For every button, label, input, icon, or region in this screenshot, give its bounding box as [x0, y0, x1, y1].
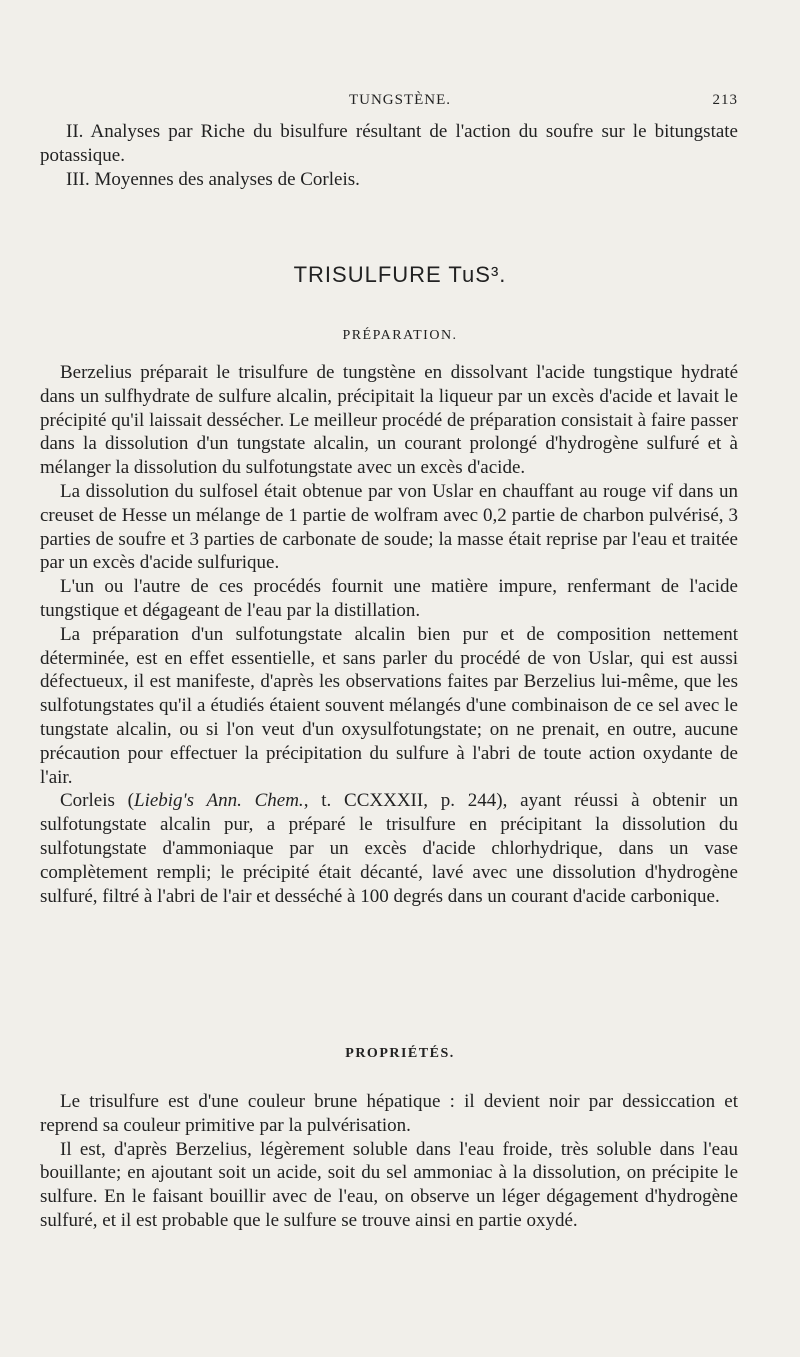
paragraph: Le trisulfure est d'une couleur brune hépatique : il devient noir par dessiccation et reprend sa couleur primitive par la pulvérisation.: [40, 1091, 738, 1136]
paragraph-corleis: [40, 789, 738, 908]
section-title: TRISULFURE TuS³.: [293, 262, 507, 287]
corleis-rest: , t. CCXXXII, p. 244), ayant réussi à obtenir un sulfotungstate alcalin pur, a préparé le trisulfure en précipitant la dissolution du sulfotungstate d'ammoniaque par un excès d'acide chlorhydrique, dans un vase complètement rempli; le précipité était décanté, lavé avec une dissolution d'hydrogène sulfuré, filtré à l'abri de l'air et desséché à 100 degrés dans un courant d'acide carbonique.: [40, 790, 738, 907]
paragraph: La préparation d'un sulfotungstate alcalin bien pur et de composition nettement déterminée, est en effet essentielle, et sans parler du procédé de von Uslar, qui est aussi défectueux, il est manifeste, d'après les observations faites par Berzelius lui-même, que les sulfotungstates qu'il a étudiés étaient souvent mélangés d'une combinaison de ce sel avec le tungstate alcalin, ou si l'on veut d'un oxysulfotungstate; on ne prenait, en outre, aucune précaution pour effectuer la précipitation du sulfure à l'abri de toute action oxydante de l'air.: [40, 623, 738, 788]
journal-reference: Liebig's Ann. Chem.: [134, 790, 304, 812]
preparation-heading: PRÉPARATION.: [342, 328, 458, 343]
corleis-start: Corleis (: [60, 790, 134, 812]
paragraph: L'un ou l'autre de ces procédés fournit une matière impure, renfermant de l'acide tungstique et dégageant de l'eau par la distillation.: [40, 576, 738, 621]
page-number: 213: [712, 92, 738, 108]
running-title: TUNGSTÈNE.: [348, 92, 452, 108]
paragraph: La dissolution du sulfosel était obtenue par von Uslar en chauffant au rouge vif dans un creuset de Hesse un mélange de 1 partie de wolfram avec 0,2 partie de charbon pulvérisé, 3 parties de soufre et 3 parties de carbonate de soude; la masse était reprise par l'eau et traitée par un excès d'acide sulfurique.: [40, 480, 738, 574]
intro-item: II. Analyses par Riche du bisulfure résultant de l'action du soufre sur le bitungstate potassique.: [40, 121, 738, 166]
intro-item: III. Moyennes des analyses de Corleis.: [66, 168, 360, 190]
intro-list: [40, 120, 738, 191]
preparation-section: [40, 361, 738, 908]
paragraph: Il est, d'après Berzelius, légèrement soluble dans l'eau froide, très soluble dans l'eau bouillante; en ajoutant soit un acide, soit du sel ammoniac à la dissolution, on précipite le sulfure. En le faisant bouillir avec de l'eau, on observe un léger dégagement d'hydrogène sulfuré, et il est probable que le sulfure se trouve ainsi en partie oxydé.: [40, 1138, 738, 1231]
properties-section: [40, 1090, 738, 1233]
paragraph: Berzelius préparait le trisulfure de tungstène en dissolvant l'acide tungstique hydraté dans un sulfhydrate de sulfure alcalin, précipitait la liqueur par un excès d'acide et lavait le précipité qu'il laissait dessécher. Le meilleur procédé de préparation consistait à faire passer dans la dissolution d'un tungstate alcalin, un courant prolongé d'hydrogène sulfuré et à mélanger la dissolution du sulfotungstate avec un excès d'acide.: [40, 362, 738, 479]
properties-heading: PROPRIÉTÉS.: [345, 1046, 455, 1061]
